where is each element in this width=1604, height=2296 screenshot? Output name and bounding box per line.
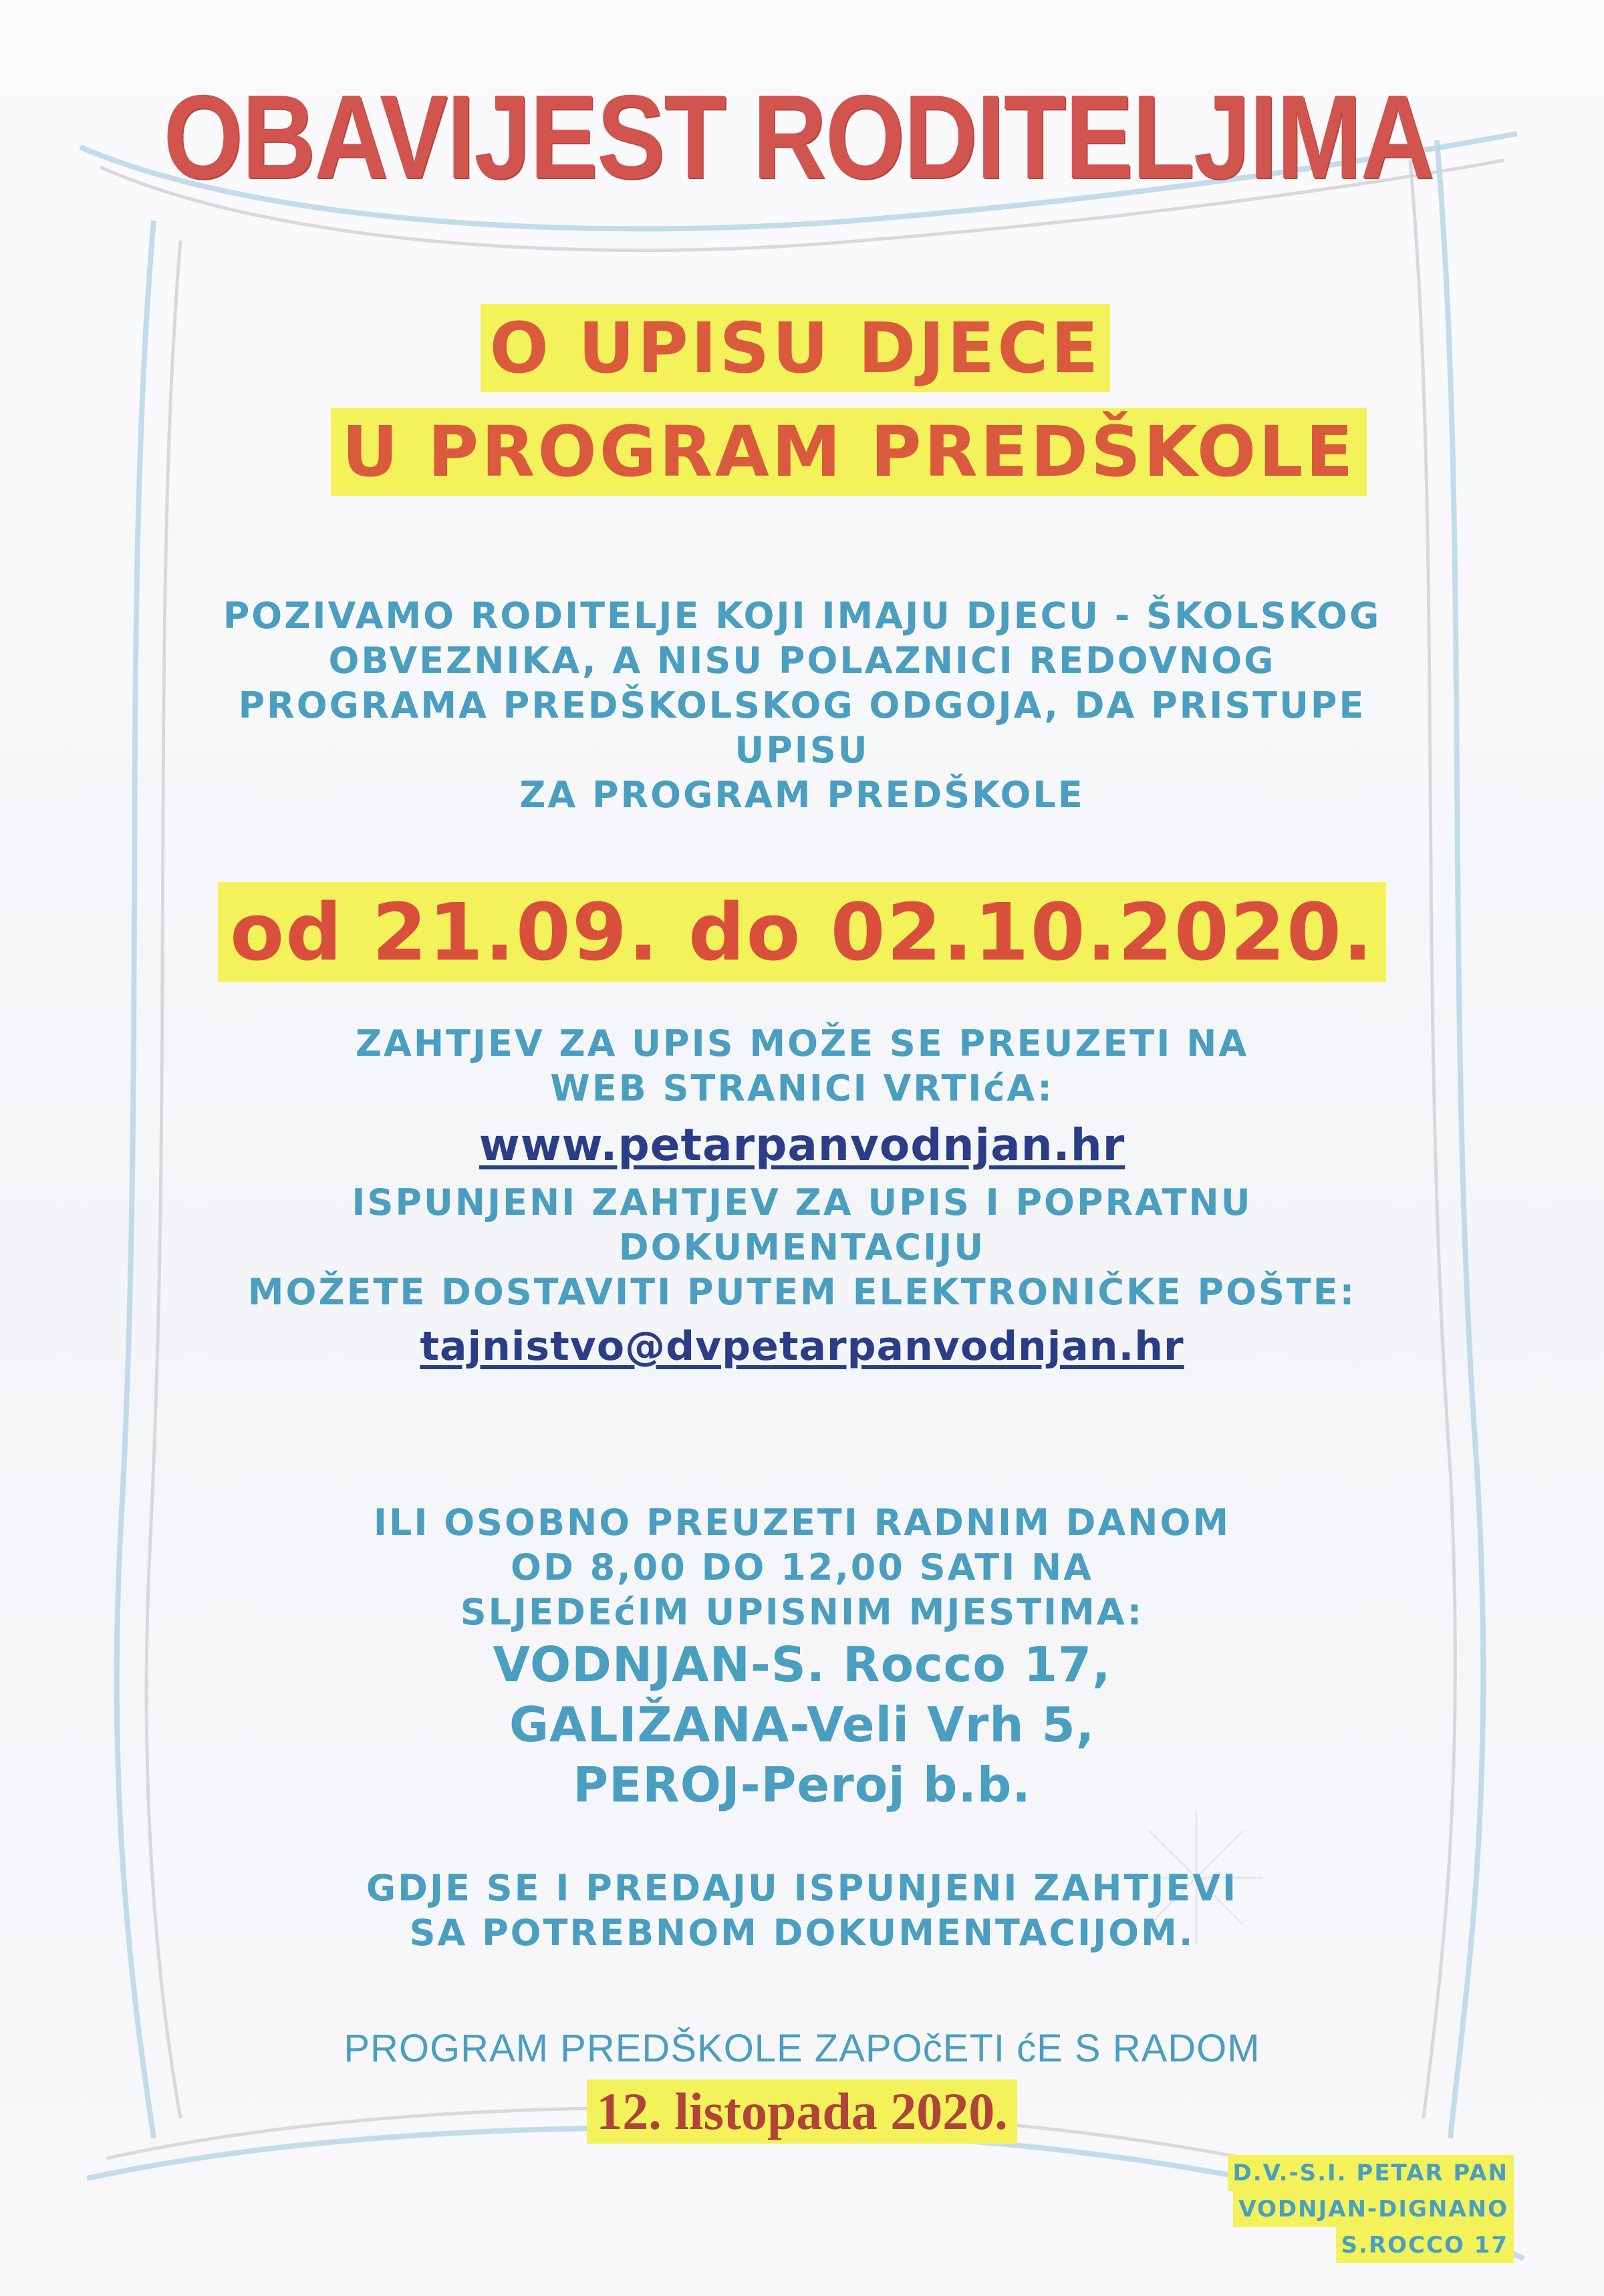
- intro-line: PROGRAMA PREDŠKOLSKOG ODGOJA, DA PRISTUPE: [238, 684, 1366, 726]
- request-info: [0, 1021, 1604, 1379]
- closing-line: GDJE SE I PREDAJU ISPUNJENI ZAHTJEVI: [366, 1867, 1238, 1909]
- subtitle-line-2-text: U PROGRAM PREDŠKOLE: [331, 408, 1366, 496]
- poster-title: OBAVIJEST RODITELJIMA: [163, 70, 1434, 203]
- location-peroj: PEROJ-Peroj b.b.: [573, 1757, 1031, 1813]
- request-line: ZAHTJEV ZA UPIS MOŽE SE PREUZETI NA: [355, 1022, 1249, 1064]
- intro-line: OBVEZNIKA, A NISU POLAZNICI REDOVNOG: [328, 639, 1276, 682]
- website-link[interactable]: www.petarpanvodnjan.hr: [479, 1119, 1125, 1171]
- program-start-text: PROGRAM PREDŠKOLE ZAPOčETI ćE S RADOM: [344, 2027, 1260, 2070]
- location-galizana: GALIŽANA-Veli Vrh 5,: [509, 1697, 1095, 1753]
- email-link[interactable]: tajnistvo@dvpetarpanvodnjan.hr: [420, 1323, 1184, 1370]
- program-start-date-text: 12. listopada 2020.: [587, 2079, 1017, 2144]
- enrollment-dates: [0, 882, 1604, 982]
- request-line: WEB STRANICI VRTIćA:: [550, 1067, 1054, 1109]
- intro-line: POZIVAMO RODITELJE KOJI IMAJU DJECU - ŠKOLSKOG: [223, 595, 1381, 637]
- intro-line: UPISU: [734, 729, 870, 771]
- request-line: DOKUMENTACIJU: [618, 1226, 986, 1268]
- intro-line: ZA PROGRAM PREDŠKOLE: [519, 774, 1085, 816]
- pickup-info: [0, 1500, 1604, 1815]
- subtitle-line-1: [0, 304, 1604, 392]
- pickup-line: SLJEDEćIM UPISNIM MJESTIMA:: [460, 1591, 1144, 1633]
- location-vodnjan: VODNJAN-S. Rocco 17,: [493, 1636, 1111, 1693]
- program-start-date: [0, 2079, 1604, 2144]
- pickup-line: OD 8,00 DO 12,00 SATI NA: [511, 1546, 1093, 1588]
- intro-paragraph: [0, 593, 1604, 817]
- organization-line: S.ROCCO 17: [1336, 2227, 1514, 2263]
- organization-line: VODNJAN-DIGNANO: [1233, 2191, 1514, 2227]
- enrollment-dates-text: od 21.09. do 02.10.2020.: [218, 882, 1386, 982]
- organization-stamp: [1186, 2155, 1514, 2263]
- subtitle-line-2: [47, 408, 1604, 496]
- request-line: MOŽETE DOSTAVITI PUTEM ELEKTRONIČKE POŠTE:: [247, 1271, 1357, 1313]
- organization-line: D.V.-S.I. PETAR PAN: [1228, 2155, 1514, 2191]
- pickup-line: ILI OSOBNO PREUZETI RADNIM DANOM: [373, 1501, 1231, 1544]
- closing-line: SA POTREBNOM DOKUMENTACIJOM.: [409, 1912, 1195, 1954]
- subtitle-line-1-text: O UPISU DJECE: [481, 304, 1111, 392]
- closing-info: [0, 1866, 1604, 1955]
- request-line: ISPUNJENI ZAHTJEV ZA UPIS I POPRATNU: [352, 1181, 1252, 1224]
